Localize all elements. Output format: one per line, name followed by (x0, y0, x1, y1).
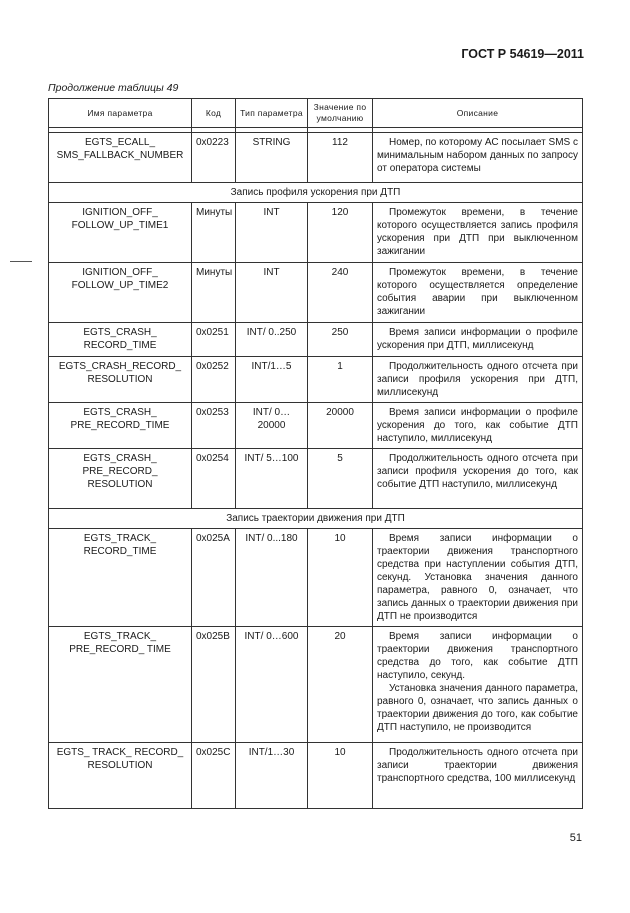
cell-description (373, 743, 583, 809)
table-row (49, 263, 583, 323)
cell-description (373, 529, 583, 627)
cell-default: 5 (308, 449, 373, 509)
cell-description (373, 403, 583, 449)
col-header-code: Код (192, 99, 236, 128)
description-text: Промежуток времени, в течение которого осуществляется запись профиля ускорения при ДТП при выключенном зажигании (377, 207, 578, 257)
description-text: Время записи информации о траектории движения транспортного средства до того, как событие ДТП наступило, секунд. (377, 631, 578, 681)
parameters-table (48, 98, 583, 809)
section-title: Запись профиля ускорения при ДТП (49, 183, 583, 203)
cell-type: INT/ 5…100 (236, 449, 308, 509)
cell-name: EGTS_CRASH_ PRE_RECORD_ RESOLUTION (49, 449, 192, 509)
description-text: Номер, по которому АС посылает SMS с минимальным набором данных по запросу от оператора системы (377, 137, 578, 174)
cell-default: 20 (308, 627, 373, 743)
cell-name: EGTS_ECALL_ SMS_FALLBACK_NUMBER (49, 133, 192, 183)
cell-default: 240 (308, 263, 373, 323)
cell-code: 0x0254 (192, 449, 236, 509)
cell-code: 0x025A (192, 529, 236, 627)
cell-default: 1 (308, 357, 373, 403)
cell-type: INT (236, 203, 308, 263)
cell-description (373, 203, 583, 263)
table-row (49, 449, 583, 509)
cell-code: 0x0251 (192, 323, 236, 357)
cell-code: Минуты (192, 263, 236, 323)
cell-type: STRING (236, 133, 308, 183)
cell-default: 10 (308, 529, 373, 627)
description-text: Промежуток времени, в течение которого осуществляется определение события аварии при выключенном зажигании (377, 267, 578, 317)
cell-description (373, 133, 583, 183)
cell-name: EGTS_CRASH_ PRE_RECORD_TIME (49, 403, 192, 449)
col-header-description: Описание (373, 99, 583, 128)
cell-type: INT/1…5 (236, 357, 308, 403)
cell-name: EGTS_CRASH_RECORD_ RESOLUTION (49, 357, 192, 403)
description-text: Время записи информации о траектории движения транспортного средства при наступлении события ДТП, секунд. Установка значения данного параметра, равного 0, означает, что запись данных о траектории движения при ДТП не производится (377, 533, 578, 622)
table-caption: Продолжение таблицы 49 (48, 82, 179, 94)
cell-type: INT/ 0…20000 (236, 403, 308, 449)
cell-default: 10 (308, 743, 373, 809)
table-row (49, 529, 583, 627)
table-header-row (49, 99, 583, 128)
cell-type: INT/ 0..250 (236, 323, 308, 357)
cell-type: INT/1…30 (236, 743, 308, 809)
section-row (49, 183, 583, 203)
cell-description (373, 263, 583, 323)
table-row (49, 403, 583, 449)
cell-default: 20000 (308, 403, 373, 449)
table-row (49, 743, 583, 809)
cell-description (373, 357, 583, 403)
cell-description (373, 627, 583, 743)
col-header-default: Значение по умолчанию (308, 99, 373, 128)
description-text: Время записи информации о профиле ускорения до того, как событие ДТП наступило, миллисекунд (377, 407, 578, 444)
table-row (49, 627, 583, 743)
table-row (49, 357, 583, 403)
cell-type: INT/ 0...180 (236, 529, 308, 627)
cell-code: Минуты (192, 203, 236, 263)
col-header-type: Тип параметра (236, 99, 308, 128)
table-row (49, 323, 583, 357)
section-row (49, 509, 583, 529)
cell-default: 120 (308, 203, 373, 263)
cell-name: EGTS_ TRACK_ RECORD_ RESOLUTION (49, 743, 192, 809)
cell-name: EGTS_TRACK_ PRE_RECORD_ TIME (49, 627, 192, 743)
cell-code: 0x025B (192, 627, 236, 743)
description-text: Продолжительность одного отсчета при записи траектории движения транспортного средства, 100 миллисекунд (377, 747, 578, 784)
table-row (49, 133, 583, 183)
cell-name: EGTS_CRASH_ RECORD_TIME (49, 323, 192, 357)
cell-name: IGNITION_OFF_ FOLLOW_UP_TIME2 (49, 263, 192, 323)
cell-code: 0x0223 (192, 133, 236, 183)
description-text: Продолжительность одного отсчета при записи профиля ускорения до того, как событие ДТП наступило, миллисекунд (377, 453, 578, 490)
cell-name: IGNITION_OFF_ FOLLOW_UP_TIME1 (49, 203, 192, 263)
page-number: 51 (569, 832, 582, 844)
cell-type: INT/ 0…600 (236, 627, 308, 743)
table-row (49, 203, 583, 263)
col-header-name: Имя параметра (49, 99, 192, 128)
cell-type: INT (236, 263, 308, 323)
cell-description (373, 323, 583, 357)
cell-name: EGTS_TRACK_ RECORD_TIME (49, 529, 192, 627)
cell-code: 0x0252 (192, 357, 236, 403)
description-text: Время записи информации о профиле ускорения при ДТП, миллисекунд (377, 327, 578, 351)
cell-default: 112 (308, 133, 373, 183)
section-title: Запись траектории движения при ДТП (49, 509, 583, 529)
cell-description (373, 449, 583, 509)
cell-code: 0x025C (192, 743, 236, 809)
margin-mark (10, 261, 32, 262)
description-text: Установка значения данного параметра, равного 0, означает, что запись данных о траектории движения до того, как событие ДТП наступило, не производится (377, 683, 578, 733)
cell-default: 250 (308, 323, 373, 357)
document-code: ГОСТ Р 54619—2011 (461, 47, 584, 61)
description-text: Продолжительность одного отсчета при записи профиля ускорения при ДТП, миллисекунд (377, 361, 578, 398)
cell-code: 0x0253 (192, 403, 236, 449)
